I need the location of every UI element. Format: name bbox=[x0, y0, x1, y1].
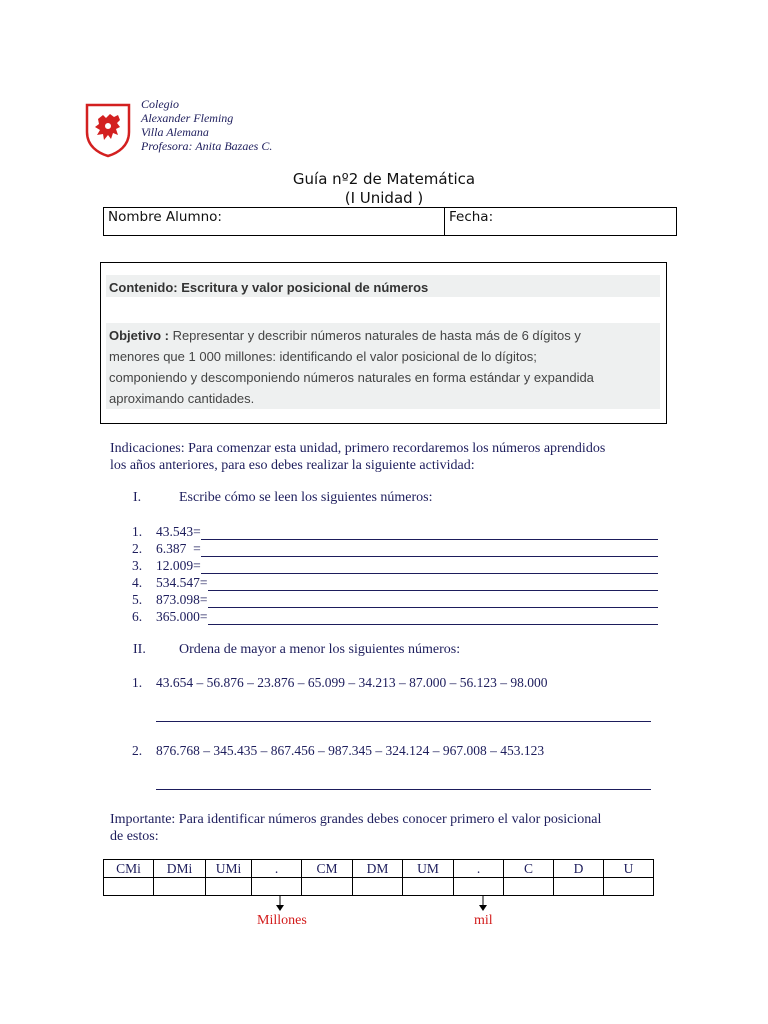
answer-line[interactable] bbox=[208, 611, 659, 625]
item-number-value: 12.009= bbox=[156, 558, 201, 573]
place-value-table bbox=[103, 859, 654, 896]
order-item-number: 1. bbox=[132, 675, 143, 690]
item-number: 1. bbox=[132, 524, 143, 539]
list-item bbox=[132, 608, 658, 625]
section-1-numeral: I. bbox=[133, 490, 142, 505]
table-cell[interactable] bbox=[504, 878, 554, 896]
table-cell[interactable] bbox=[454, 878, 504, 896]
section-2-heading: Ordena de mayor a menor los siguientes números: bbox=[179, 642, 461, 657]
table-header-cell: CMi bbox=[104, 860, 154, 878]
order-item-number: 2. bbox=[132, 743, 143, 758]
list-item bbox=[132, 591, 658, 608]
table-header-cell: UM bbox=[403, 860, 454, 878]
importante-line: Importante: Para identificar números grandes debes conocer primero el valor posicional bbox=[110, 812, 602, 827]
item-number: 6. bbox=[132, 609, 143, 624]
school-header bbox=[141, 97, 272, 153]
answer-line[interactable] bbox=[201, 526, 658, 540]
section-2-numeral: II. bbox=[133, 642, 146, 657]
section-1-list bbox=[132, 523, 658, 625]
section-1-heading: Escribe cómo se leen los siguientes números: bbox=[179, 490, 433, 505]
date-field[interactable]: Fecha: bbox=[449, 209, 494, 225]
answer-line[interactable] bbox=[208, 594, 659, 608]
table-header-row bbox=[104, 860, 654, 878]
importante-line: de estos: bbox=[110, 829, 159, 844]
header-line: Profesora: Anita Bazaes C. bbox=[141, 139, 273, 153]
table-empty-row bbox=[104, 878, 654, 896]
table-cell[interactable] bbox=[604, 878, 654, 896]
header-line: Villa Alemana bbox=[141, 125, 209, 139]
table-header-cell: C bbox=[504, 860, 554, 878]
school-crest-logo bbox=[84, 102, 132, 163]
item-number: 3. bbox=[132, 558, 143, 573]
table-cell[interactable] bbox=[252, 878, 302, 896]
header-line: Colegio bbox=[141, 97, 179, 111]
answer-line[interactable] bbox=[208, 577, 659, 591]
page-subtitle: (I Unidad ) bbox=[344, 189, 424, 207]
indicaciones-line: los años anteriores, para eso debes realizar la siguiente actividad: bbox=[110, 458, 475, 473]
answer-line[interactable] bbox=[156, 789, 651, 790]
objetivo-line: menores que 1 000 millones: identificando el valor posicional de lo dígitos; bbox=[109, 349, 537, 364]
table-cell[interactable] bbox=[104, 878, 154, 896]
order-item-numbers: 43.654 – 56.876 – 23.876 – 65.099 – 34.213 – 87.000 – 56.123 – 98.000 bbox=[156, 675, 548, 690]
objetivo-line: Representar y describir números naturales de hasta más de 6 dígitos y bbox=[168, 328, 581, 343]
student-name-field[interactable]: Nombre Alumno: bbox=[104, 208, 445, 235]
table-header-cell: CM bbox=[302, 860, 353, 878]
table-cell[interactable] bbox=[353, 878, 403, 896]
table-cell[interactable] bbox=[302, 878, 353, 896]
objetivo-line: componiendo y descomponiendo números naturales en forma estándar y expandida bbox=[109, 370, 594, 385]
objetivo-label: Objetivo : bbox=[109, 328, 169, 343]
item-number-value: 365.000= bbox=[156, 609, 208, 624]
table-header-cell: U bbox=[604, 860, 654, 878]
list-item bbox=[132, 540, 658, 557]
header-line: Alexander Fleming bbox=[141, 111, 234, 125]
mil-label: mil bbox=[474, 913, 493, 928]
importante-text bbox=[110, 811, 601, 845]
table-header-cell: DMi bbox=[154, 860, 206, 878]
objetivo-block bbox=[106, 323, 660, 409]
table-cell[interactable] bbox=[403, 878, 454, 896]
item-number: 4. bbox=[132, 575, 143, 590]
answer-line[interactable] bbox=[156, 721, 651, 722]
contenido-text: Contenido: Escritura y valor posicional de números bbox=[109, 280, 429, 295]
objetivo-line: aproximando cantidades. bbox=[109, 391, 255, 406]
table-header-cell: . bbox=[252, 860, 302, 878]
item-number: 5. bbox=[132, 592, 143, 607]
table-header-cell: UMi bbox=[206, 860, 252, 878]
millones-label: Millones bbox=[257, 913, 307, 928]
table-header-cell: DM bbox=[353, 860, 403, 878]
list-item bbox=[132, 523, 658, 540]
list-item bbox=[132, 557, 658, 574]
indicaciones-text bbox=[110, 440, 605, 474]
indicaciones-line: Indicaciones: Para comenzar esta unidad, primero recordaremos los números aprendidos bbox=[110, 441, 606, 456]
order-item-numbers: 876.768 – 345.435 – 867.456 – 987.345 – 324.124 – 967.008 – 453.123 bbox=[156, 743, 545, 758]
contenido-label bbox=[106, 275, 660, 297]
item-number: 2. bbox=[132, 541, 143, 556]
student-info-box bbox=[103, 207, 677, 236]
content-objective-box bbox=[100, 262, 667, 424]
item-number-value: 873.098= bbox=[156, 592, 208, 607]
page-title: Guía nº2 de Matemática bbox=[292, 170, 476, 188]
table-cell[interactable] bbox=[554, 878, 604, 896]
item-number-value: 534.547= bbox=[156, 575, 208, 590]
answer-line[interactable] bbox=[201, 560, 658, 574]
item-number-value: 6.387 = bbox=[156, 541, 201, 556]
table-header-cell: D bbox=[554, 860, 604, 878]
item-number-value: 43.543= bbox=[156, 524, 201, 539]
answer-line[interactable] bbox=[201, 543, 658, 557]
list-item bbox=[132, 574, 658, 591]
table-cell[interactable] bbox=[206, 878, 252, 896]
table-cell[interactable] bbox=[154, 878, 206, 896]
table-header-cell: . bbox=[454, 860, 504, 878]
